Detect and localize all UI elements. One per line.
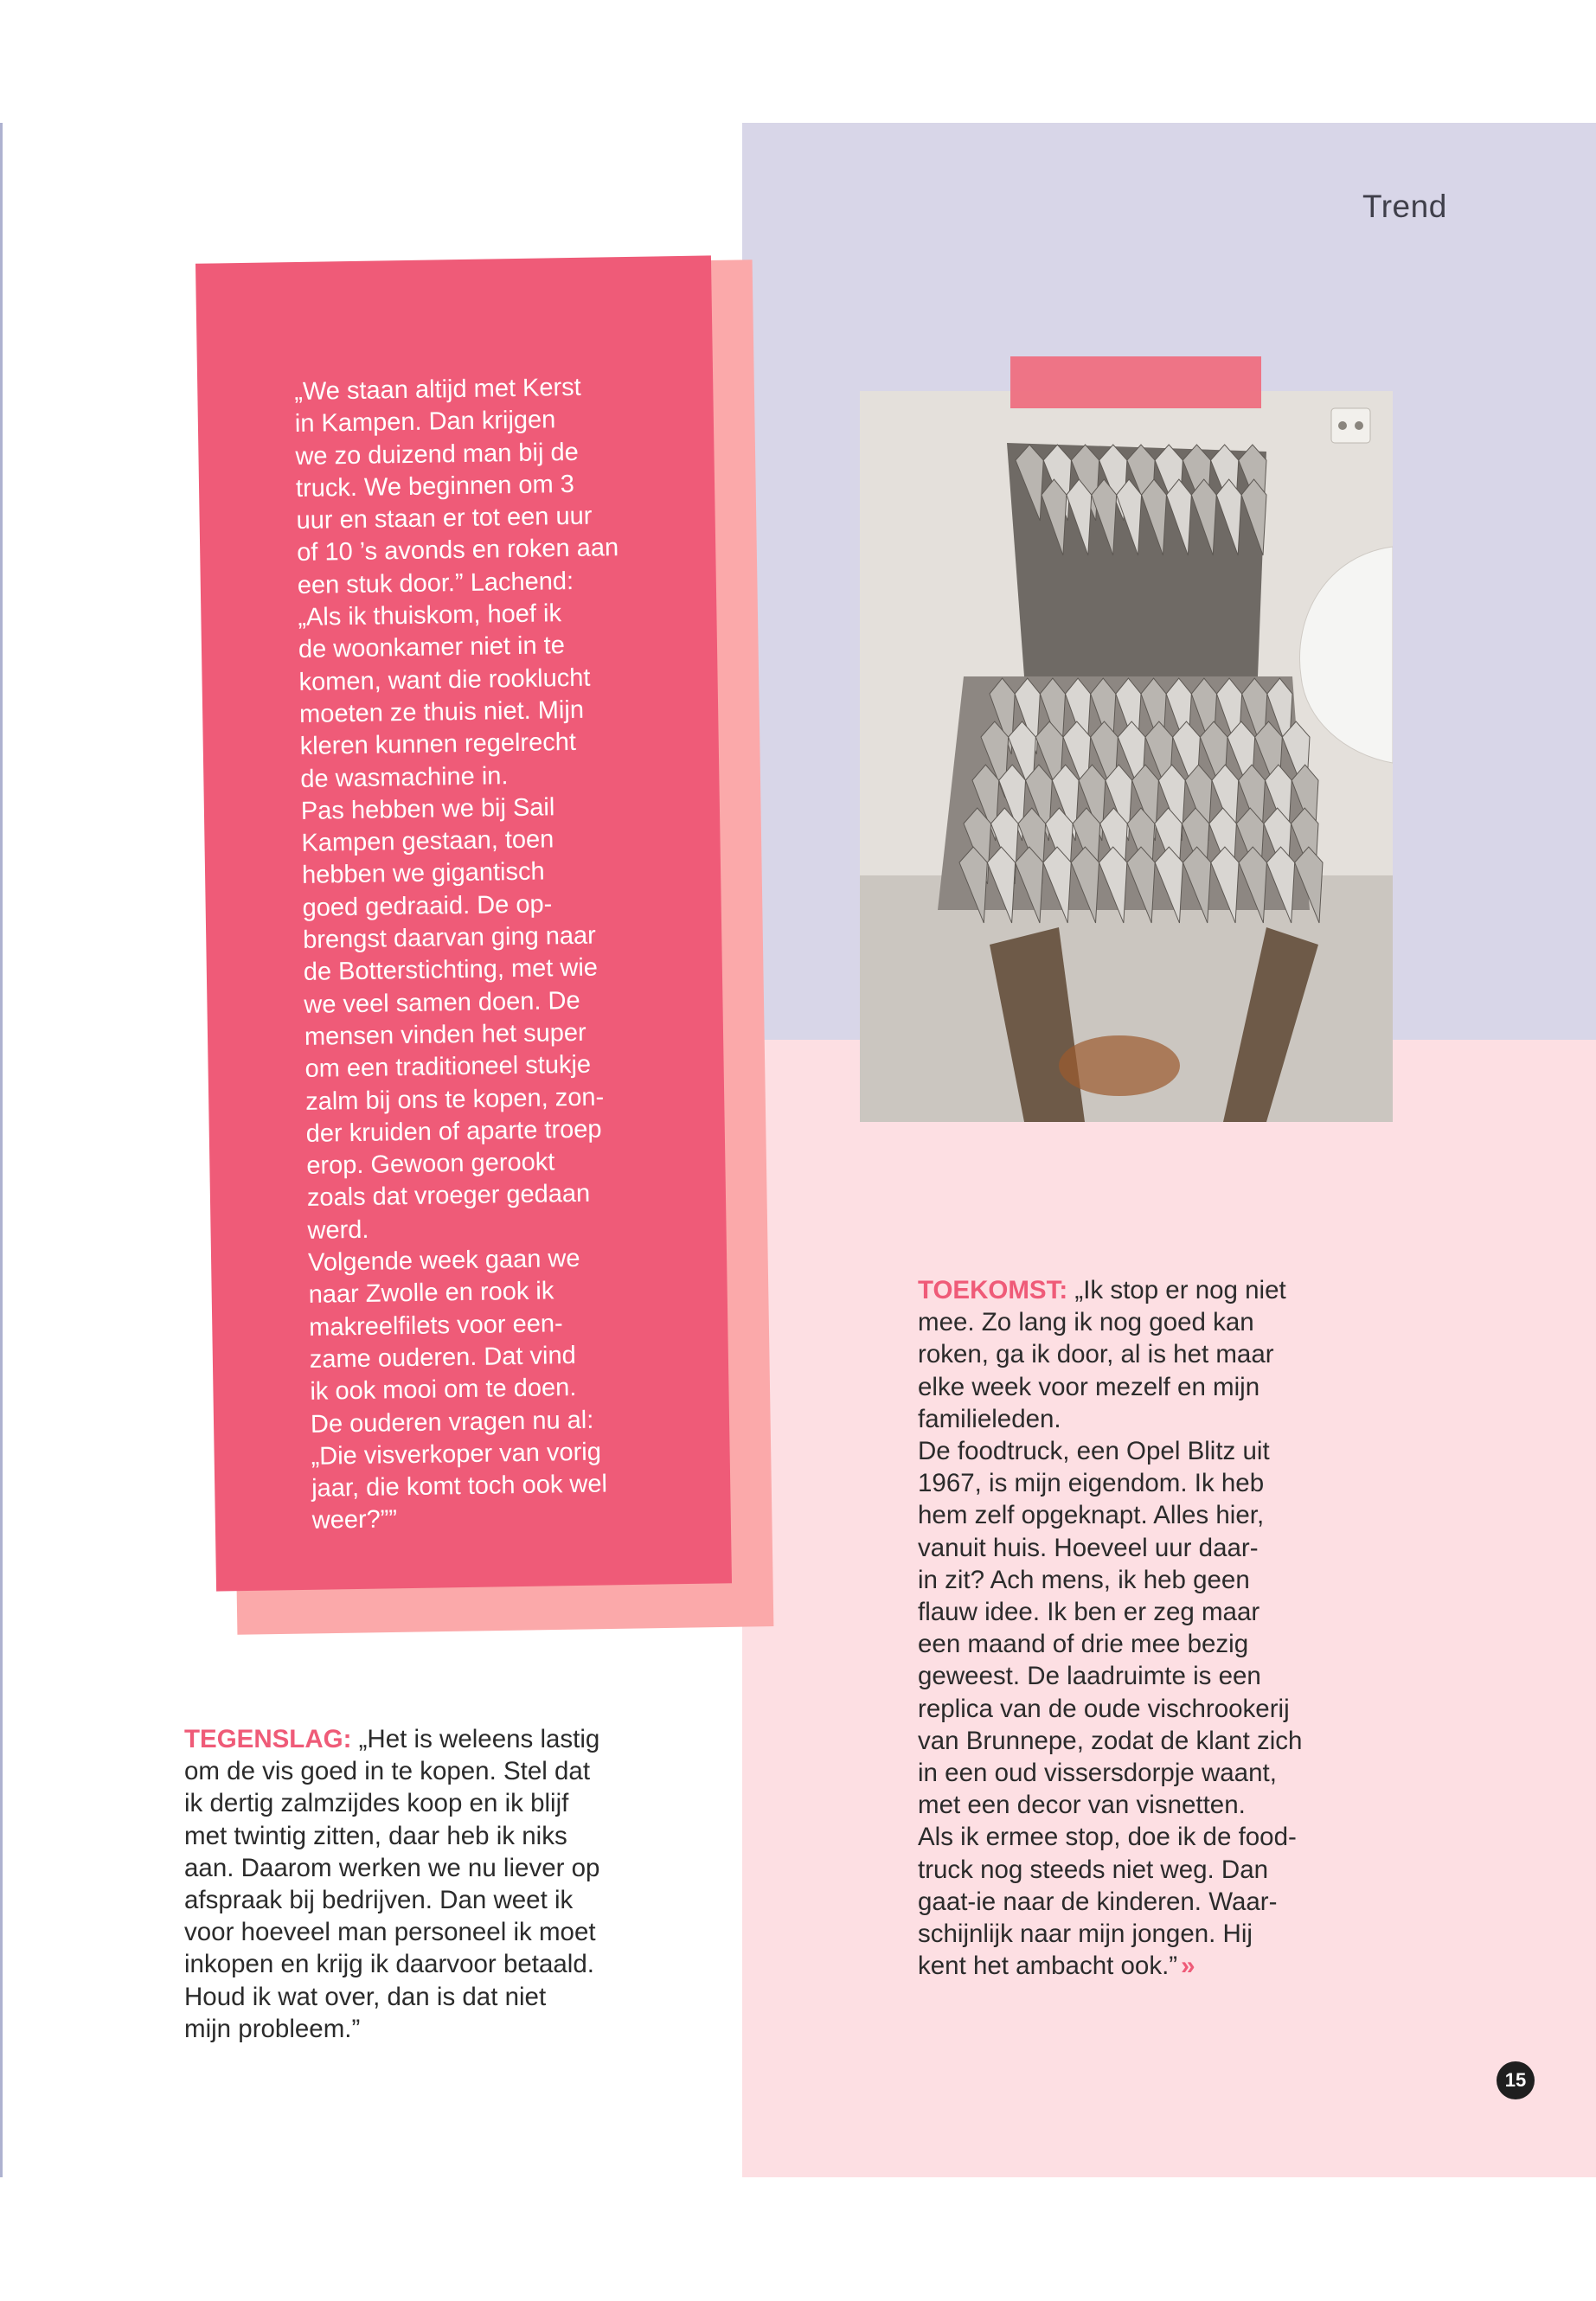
toekomst-first-line: TOEKOMST: „Ik stop er nog niet	[918, 1276, 1286, 1304]
tegenslag-line: aan. Daarom werken we nu liever op	[184, 1853, 600, 1882]
quote-line: om een traditioneel stukje	[304, 1050, 592, 1084]
quote-line: „We staan altijd met Kerst	[294, 373, 581, 406]
quote-line: kleren kunnen regelrecht	[299, 728, 577, 761]
quote-line: hebben we gigantisch	[301, 857, 545, 890]
quote-line: zalm bij ons te kopen, zon-	[304, 1083, 605, 1116]
quote-line: Kampen gestaan, toen	[301, 825, 554, 858]
tape-strip	[1010, 356, 1261, 408]
quote-line: ik ook mooi om te doen.	[310, 1374, 577, 1407]
tegenslag-line: voor hoeveel man personeel ik moet	[184, 1918, 596, 1947]
quote-line: „Die visverkoper van vorig	[311, 1438, 602, 1471]
tegenslag-line: om de vis goed in te kopen. Stel dat	[184, 1757, 591, 1786]
quote-line: makreelfilets voor een-	[309, 1309, 563, 1342]
quote-line: werd.	[307, 1215, 369, 1245]
toekomst-line: van Brunnepe, zodat de klant zich	[918, 1726, 1303, 1755]
toekomst-last-line: kent het ambacht ook.” »	[918, 1952, 1190, 1981]
quote-line: weer?””	[311, 1505, 398, 1535]
toekomst-line: een maand of drie mee bezig	[918, 1630, 1249, 1659]
toekomst-line: De foodtruck, een Opel Blitz uit	[918, 1437, 1270, 1466]
fish-smoking-rack-photo	[860, 391, 1393, 1122]
quote-line: jaar, die komt toch ook wel	[311, 1470, 608, 1503]
toekomst-line: Als ik ermee stop, doe ik de food-	[918, 1823, 1297, 1852]
quote-line: in Kampen. Dan krijgen	[294, 406, 556, 439]
quote-line: uur en staan er tot een uur	[296, 502, 593, 535]
toekomst-column	[918, 1274, 1402, 1982]
end-mark-icon: »	[1181, 1952, 1190, 1981]
quote-line: een stuk door.” Lachend:	[297, 567, 574, 599]
quote-line: De ouderen vragen nu al:	[310, 1406, 594, 1439]
tegenslag-line: inkopen en krijg ik daarvoor betaald.	[184, 1950, 594, 1979]
toekomst-line: replica van de oude vischrookerij	[918, 1694, 1290, 1723]
quote-line: we zo duizend man bij de	[295, 438, 579, 471]
quote-line: we veel samen doen. De	[304, 986, 580, 1019]
quote-line: of 10 ’s avonds en roken aan	[296, 534, 619, 567]
quote-line: der kruiden of aparte troep	[305, 1115, 602, 1148]
quote-line: truck. We beginnen om 3	[295, 470, 575, 503]
quote-line: naar Zwolle en rook ik	[308, 1277, 554, 1310]
tegenslag-label: TEGENSLAG:	[184, 1725, 352, 1753]
tegenslag-line: met twintig zitten, daar heb ik niks	[184, 1821, 567, 1850]
toekomst-line: mee. Zo lang ik nog goed kan	[918, 1308, 1254, 1337]
toekomst-line: in een oud vissersdorpje waant,	[918, 1759, 1277, 1788]
toekomst-line: gaat-ie naar de kinderen. Waar-	[918, 1887, 1278, 1916]
quote-line: mensen vinden het super	[304, 1018, 586, 1051]
toekomst-line: familieleden.	[918, 1404, 1061, 1433]
tegenslag-line: ik dertig zalmzijdes koop en ik blijf	[184, 1789, 569, 1818]
quote-line: „Als ik thuiskom, hoef ik	[298, 599, 562, 632]
quote-line: erop. Gewoon gerookt	[306, 1148, 555, 1181]
toekomst-label: TOEKOMST:	[918, 1276, 1068, 1304]
tegenslag-line: mijn probleem.”	[184, 2014, 361, 2043]
tegenslag-column	[184, 1723, 651, 2045]
toekomst-line: geweest. De laadruimte is een	[918, 1662, 1261, 1691]
quote-line: brengst daarvan ging naar	[302, 921, 597, 954]
toekomst-body	[918, 1306, 1402, 1950]
quote-line: Pas hebben we bij Sail	[300, 793, 555, 825]
toekomst-line: truck nog steeds niet weg. Dan	[918, 1855, 1269, 1884]
toekomst-line: met een decor van visnetten.	[918, 1791, 1246, 1820]
toekomst-line: hem zelf opgeknapt. Alles hier,	[918, 1501, 1265, 1530]
quote-line: komen, want die rooklucht	[298, 663, 591, 696]
tegenslag-line: afspraak bij bedrijven. Dan weet ik	[184, 1886, 574, 1915]
quote-line: de Botterstichting, met wie	[303, 953, 599, 987]
toekomst-line: in zit? Ach mens, ik heb geen	[918, 1565, 1250, 1594]
section-label: Trend	[1362, 189, 1447, 224]
toekomst-line: elke week voor mezelf en mijn	[918, 1372, 1260, 1401]
tegenslag-line: Houd ik wat over, dan is dat niet	[184, 1982, 547, 2011]
quote-line: zoals dat vroeger gedaan	[306, 1180, 591, 1213]
toekomst-line: vanuit huis. Hoeveel uur daar-	[918, 1533, 1259, 1562]
photo-illustration	[860, 391, 1393, 1122]
quote-line: moeten ze thuis niet. Mijn	[298, 695, 585, 728]
quote-line: goed gedraaid. De op-	[302, 890, 553, 922]
quote-line: de wasmachine in.	[300, 761, 509, 793]
toekomst-line: schijnlijk naar mijn jongen. Hij	[918, 1920, 1253, 1949]
tegenslag-body	[184, 1755, 651, 2045]
page-number: 15	[1497, 2061, 1535, 2099]
toekomst-line: flauw idee. Ik ben er zeg maar	[918, 1598, 1260, 1627]
tegenslag-first-line: TEGENSLAG: „Het is weleens lastig	[184, 1725, 600, 1753]
toekomst-line: 1967, is mijn eigendom. Ik heb	[918, 1469, 1265, 1498]
quote-line: zame ouderen. Dat vind	[309, 1341, 576, 1374]
quote-text	[294, 370, 693, 1537]
quote-line: de woonkamer niet in te	[298, 631, 566, 664]
toekomst-line: roken, ga ik door, al is het maar	[918, 1340, 1274, 1369]
quote-line: Volgende week gaan we	[307, 1244, 580, 1277]
page-edge-rule	[0, 123, 3, 2177]
